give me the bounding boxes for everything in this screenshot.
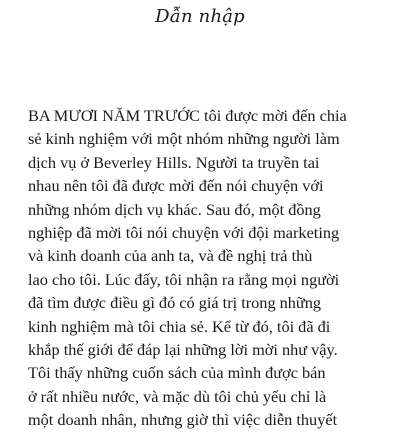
- text-line: BA MƯƠI NĂM TRƯỚC tôi được mời đến chia: [28, 106, 347, 125]
- body-paragraph: [28, 104, 406, 432]
- text-line: một doanh nhân, nhưng giờ thì việc diễn thuyết: [28, 410, 338, 430]
- chapter-title: Dẫn nhập: [155, 6, 245, 27]
- text-line: ở rất nhiều nước, và mặc dù tôi chủ yếu chỉ là: [28, 386, 327, 406]
- text-line: sẻ kinh nghiệm với một nhóm những người làm: [28, 129, 340, 149]
- text-line: khắp thế giới để đáp lại những lời mời như vậy.: [28, 340, 338, 360]
- text-line: kinh nghiệm mà tôi chia sẻ. Kể từ đó, tôi đã đi: [28, 316, 331, 336]
- text-line: dịch vụ ở Beverley Hills. Người ta truyền tai: [28, 152, 320, 172]
- text-line: và kinh doanh của anh ta, và đề nghị trả thù: [28, 246, 313, 266]
- text-line: lao cho tôi. Lúc đấy, tôi nhận ra rằng mọi người: [28, 269, 340, 289]
- text-line: nhau nên tôi đã được mời đến nói chuyện với: [28, 176, 324, 196]
- text-line: nghiệp đã mời tôi nói chuyện với đội marketing: [28, 223, 340, 243]
- text-line: đã tìm được điều gì đó có giá trị trong những: [28, 293, 322, 313]
- text-line: những nhóm dịch vụ khác. Sau đó, một đồng: [28, 199, 321, 219]
- text-line: Tôi thấy những cuốn sách của mình được bán: [28, 363, 326, 383]
